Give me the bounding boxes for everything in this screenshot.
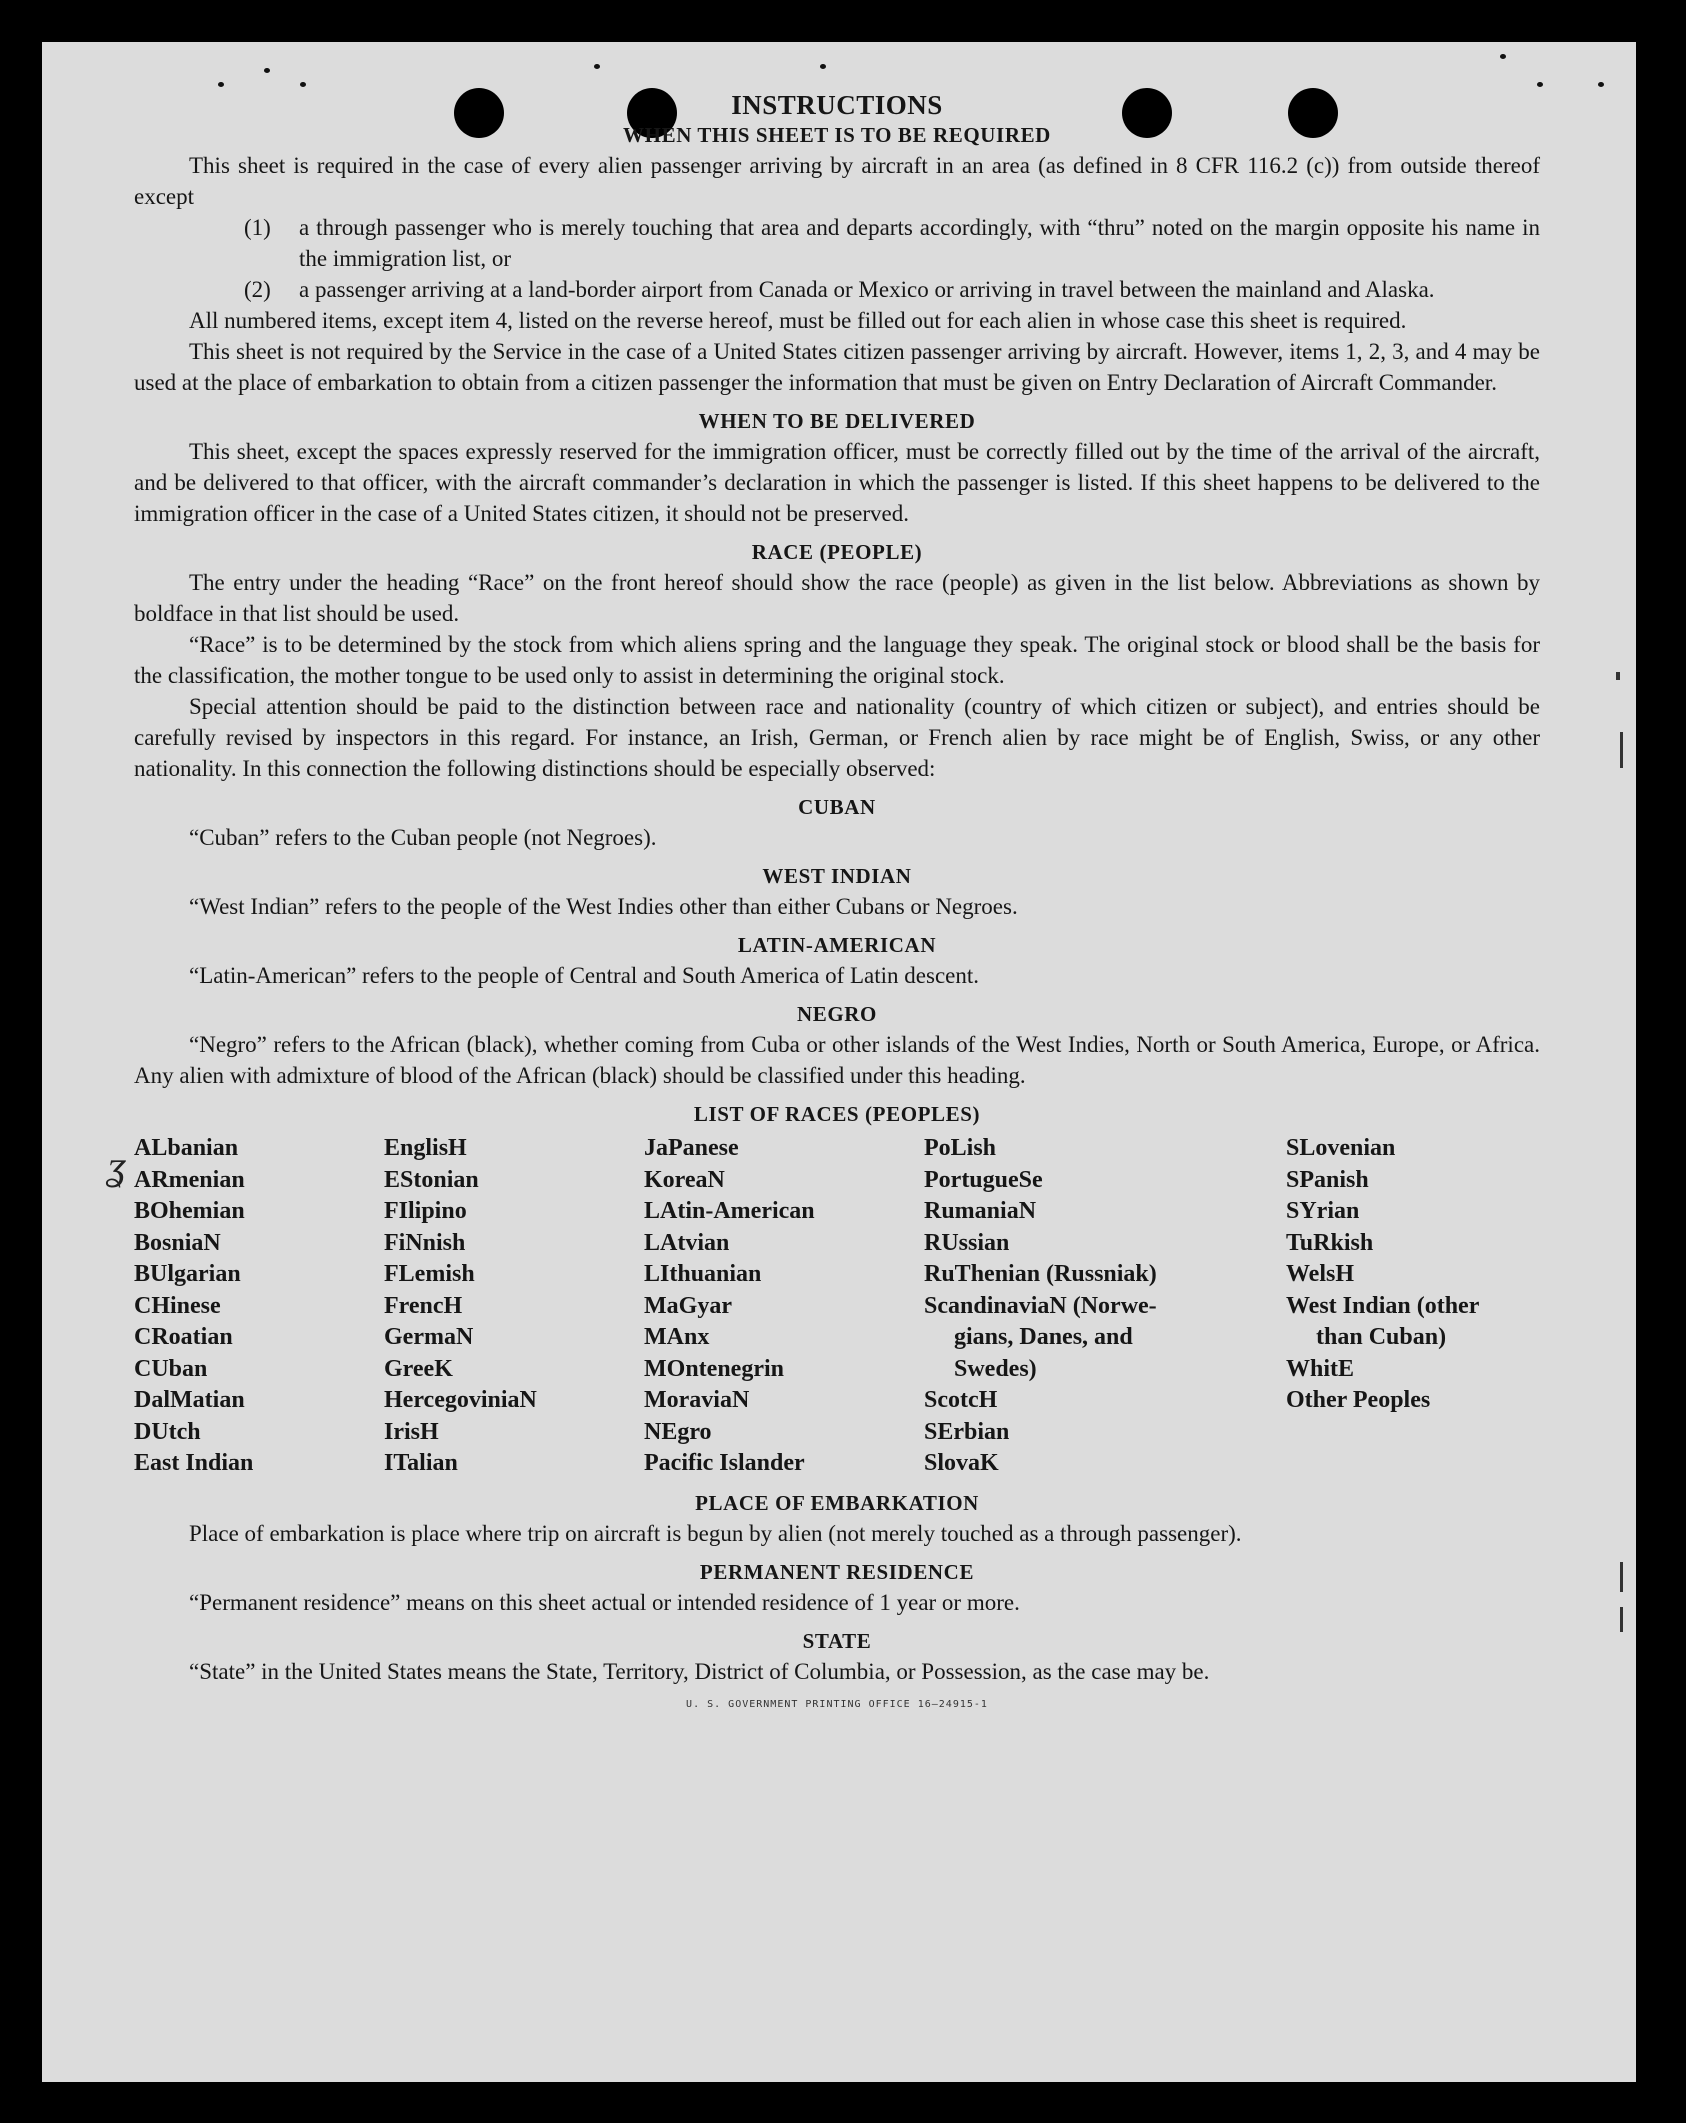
speck — [1537, 82, 1543, 87]
race-entry: SErbian — [924, 1418, 1010, 1445]
edge-mark — [1620, 732, 1623, 768]
race-entry: KoreaN — [644, 1166, 725, 1193]
race-entry: LAtvian — [644, 1229, 730, 1256]
item-number: (2) — [244, 277, 271, 302]
race-list — [134, 1133, 1540, 1480]
race-entry: IrisH — [384, 1418, 439, 1445]
race-entry: MaGyar — [644, 1292, 732, 1319]
instructions-content — [134, 88, 1540, 1710]
race-entry: EStonian — [384, 1166, 479, 1193]
edge-mark — [1616, 672, 1620, 680]
race-entry: Pacific Islander — [644, 1450, 805, 1476]
race-entry: PoLish — [924, 1135, 997, 1161]
speck — [594, 64, 600, 69]
race-entry-continuation: than Cuban) — [1316, 1324, 1447, 1350]
race-entry: ScandinaviaN (Norwe- — [924, 1292, 1157, 1319]
race-entry-continuation: gians, Danes, and — [954, 1324, 1133, 1350]
section-heading: CUBAN — [798, 795, 876, 819]
paragraph: “Cuban” refers to the Cuban people (not Negroes). — [189, 825, 657, 850]
race-entry: ARmenian — [134, 1166, 245, 1193]
paragraph: The entry under the heading “Race” on the front hereof should show the race (people) as given in the list below. Abbreviations as shown by boldface in that list should be used. — [134, 570, 1540, 626]
race-column — [644, 1133, 924, 1480]
race-entry: SlovaK — [924, 1450, 999, 1476]
race-entry: SPanish — [1286, 1166, 1369, 1193]
race-entry: GreeK — [384, 1355, 453, 1382]
race-entry: SLovenian — [1286, 1135, 1396, 1161]
race-entry: RuThenian (Russniak) — [924, 1261, 1157, 1287]
section-heading: RACE (PEOPLE) — [751, 540, 923, 564]
race-entry: MoraviaN — [644, 1387, 750, 1413]
race-entry: JaPanese — [644, 1135, 739, 1161]
paragraph: “State” in the United States means the State, Territory, District of Columbia, or Possession, as the case may be. — [189, 1658, 1210, 1684]
race-entry-continuation: Swedes) — [954, 1355, 1037, 1382]
race-entry: BUlgarian — [134, 1261, 241, 1287]
race-entry: FIlipino — [384, 1198, 467, 1224]
item-number: (1) — [244, 215, 271, 240]
race-entry: GermaN — [384, 1324, 474, 1350]
race-entry: West Indian (other — [1286, 1292, 1480, 1319]
race-entry: PortugueSe — [924, 1166, 1043, 1193]
paragraph: “Latin-American” refers to the people of Central and South America of Latin descent. — [189, 963, 979, 988]
race-column — [384, 1133, 644, 1480]
section-heading: NEGRO — [796, 1002, 877, 1026]
speck — [820, 64, 826, 69]
paragraph: Special attention should be paid to the distinction between race and nationality (country of which citizen or subject), and entries should be carefully revised by inspectors in this regard. For instance, an Irish, German, or French alien by race might be of English, Swiss, or any other nationality. In this connection the following distinctions should be especially observed: — [134, 694, 1540, 781]
race-entry: DalMatian — [134, 1387, 245, 1413]
list-item — [244, 212, 1540, 274]
paragraph: “West Indian” refers to the people of the West Indies other than either Cubans or Negroes. — [189, 894, 1018, 919]
race-entry: BosniaN — [134, 1229, 221, 1256]
page-title: INSTRUCTIONS — [731, 90, 943, 120]
section-heading: PLACE OF EMBARKATION — [695, 1490, 979, 1515]
race-entry: EnglisH — [384, 1135, 467, 1161]
race-entry: MAnx — [644, 1324, 710, 1350]
printer-imprint: U. S. GOVERNMENT PRINTING OFFICE 16—24915-1 — [686, 1698, 988, 1710]
race-column — [134, 1133, 384, 1480]
list-item — [244, 274, 1540, 305]
paragraph: “Race” is to be determined by the stock from which aliens spring and the language they speak. The original stock or blood shall be the basis for the classification, the mother tongue to be used only to assist in determining the original stock. — [134, 632, 1540, 688]
race-entry: LIthuanian — [644, 1261, 762, 1287]
speck — [1500, 54, 1506, 59]
speck — [218, 82, 224, 87]
race-entry: FiNnish — [384, 1229, 466, 1256]
race-entry: CUban — [134, 1355, 208, 1382]
paragraph: Place of embarkation is place where trip on aircraft is begun by alien (not merely touched as a through passenger). — [189, 1520, 1242, 1546]
race-entry: ALbanian — [134, 1135, 239, 1161]
item-text: a passenger arriving at a land-border airport from Canada or Mexico or arriving in travel between the mainland and Alaska. — [299, 277, 1435, 302]
speck — [1598, 82, 1604, 87]
race-entry: BOhemian — [134, 1198, 245, 1224]
paragraph: All numbered items, except item 4, listed on the reverse hereof, must be filled out for each alien in whose case this sheet is required. — [189, 308, 1407, 333]
edge-mark — [1620, 1562, 1623, 1592]
paragraph: “Negro” refers to the African (black), whether coming from Cuba or other islands of the West Indies, North or South America, Europe, or Africa. Any alien with admixture of blood of the African (black) should be classified under this heading. — [134, 1032, 1540, 1088]
race-entry: CRoatian — [134, 1324, 233, 1350]
race-entry: TuRkish — [1286, 1229, 1374, 1256]
race-column — [1286, 1133, 1540, 1480]
race-entry: HercegoviniaN — [384, 1387, 537, 1413]
section-heading: STATE — [802, 1628, 872, 1653]
paragraph: This sheet is required in the case of every alien passenger arriving by aircraft in an area (as defined in 8 CFR 116.2 (c)) from outside thereof except — [134, 153, 1540, 209]
race-entry: Other Peoples — [1286, 1387, 1431, 1413]
section-heading: LATIN-AMERICAN — [737, 933, 937, 957]
section-heading: LIST OF RACES (PEOPLES) — [693, 1102, 981, 1126]
race-entry: FrencH — [384, 1292, 463, 1319]
race-column — [924, 1133, 1286, 1480]
race-entry: WhitE — [1286, 1355, 1355, 1382]
speck — [264, 68, 270, 73]
paragraph: “Permanent residence” means on this sheet actual or intended residence of 1 year or more. — [189, 1589, 1020, 1615]
race-entry: MOntenegrin — [644, 1355, 784, 1382]
margin-squiggle: ʓ — [108, 1143, 126, 1188]
race-entry: DUtch — [134, 1418, 201, 1445]
race-entry: ScotcH — [924, 1387, 998, 1413]
speck — [300, 82, 306, 87]
section-heading: WEST INDIAN — [762, 864, 912, 888]
section-heading: WHEN THIS SHEET IS TO BE REQUIRED — [623, 123, 1051, 147]
race-entry: SYrian — [1286, 1198, 1360, 1224]
race-entry: NEgro — [644, 1418, 712, 1445]
race-entry: East Indian — [134, 1450, 254, 1476]
section-heading: WHEN TO BE DELIVERED — [698, 409, 976, 433]
race-entry: RUssian — [924, 1229, 1010, 1256]
item-text: a through passenger who is merely touching that area and departs accordingly, with “thru” noted on the margin opposite his name in the immigration list, or — [299, 215, 1540, 271]
edge-mark — [1620, 1607, 1623, 1632]
race-entry: LAtin-American — [644, 1198, 815, 1224]
race-entry: CHinese — [134, 1292, 221, 1319]
paragraph: This sheet is not required by the Service in the case of a United States citizen passenger arriving by aircraft. However, items 1, 2, 3, and 4 may be used at the place of embarkation to obtain from a citizen passenger the information that must be given on Entry Declaration of Aircraft Commander. — [134, 339, 1540, 395]
paragraph: This sheet, except the spaces expressly reserved for the immigration officer, must be correctly filled out by the time of the arrival of the aircraft, and be delivered to that officer, with the aircraft commander’s declaration in which the passenger is listed. If this sheet happens to be delivered to the immigration officer in the case of a United States citizen, it should not be preserved. — [134, 439, 1540, 526]
race-entry: WelsH — [1286, 1261, 1355, 1287]
section-heading: PERMANENT RESIDENCE — [699, 1559, 975, 1584]
race-entry: FLemish — [384, 1261, 475, 1287]
race-entry: ITalian — [384, 1450, 458, 1476]
race-entry: RumaniaN — [924, 1198, 1037, 1224]
